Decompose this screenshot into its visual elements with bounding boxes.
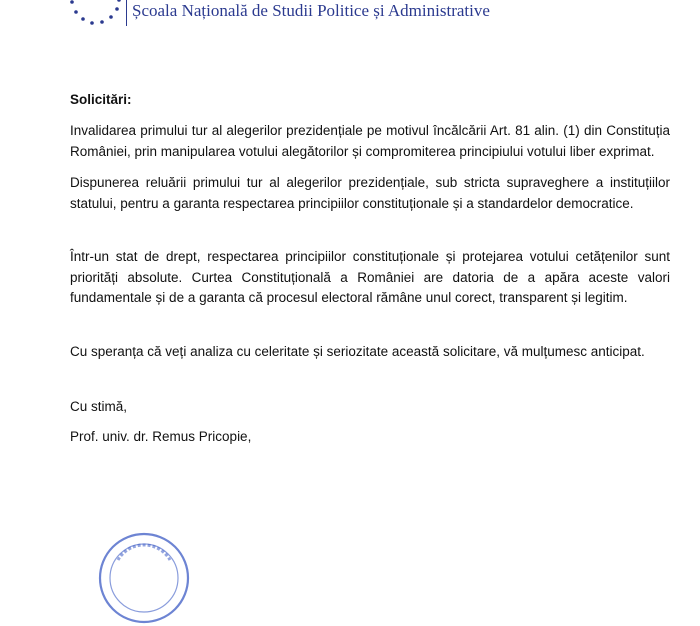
institution-name: Școala Națională de Studii Politice și Administrative [132,1,490,20]
header-divider [126,0,127,26]
signer-name: Prof. univ. dr. Remus Pricopie, [70,429,252,444]
thanks-paragraph: Cu speranța că veți analiza cu celeritate și seriozitate această solicitare, vă mulțumesc anticipat. [70,343,645,359]
letter-body [70,90,670,447]
requests-heading: Solicitări: [70,92,132,107]
request-paragraph-1: Invalidarea primului tur al alegerilor prezidențiale pe motivul încălcării Art. 81 alin. (1) din Constituția României, prin manipularea votului alegătorilor și compromiterea principiului votului liber exprimat. [70,123,670,159]
request-paragraph-2: Dispunerea reluării primului tur al alegerilor prezidențiale, sub stricta supraveghere a instituțiilor statului, pentru a garanta respectarea principiilor constituționale și a standardelor democratice. [70,175,670,211]
closing-salutation: Cu stimă, [70,399,128,414]
official-stamp-icon [96,530,192,626]
eu-star-circle-icon [62,0,126,40]
argument-paragraph: Într-un stat de drept, respectarea principiilor constituționale și protejarea votului cetățenilor sunt priorități absolute. Curtea Constituțională a României are datoria de a apăra aceste valori fundamentale și de a garanta că procesul electoral rămâne unul corect, transparent și legitim. [70,249,670,305]
letterhead [0,0,700,40]
